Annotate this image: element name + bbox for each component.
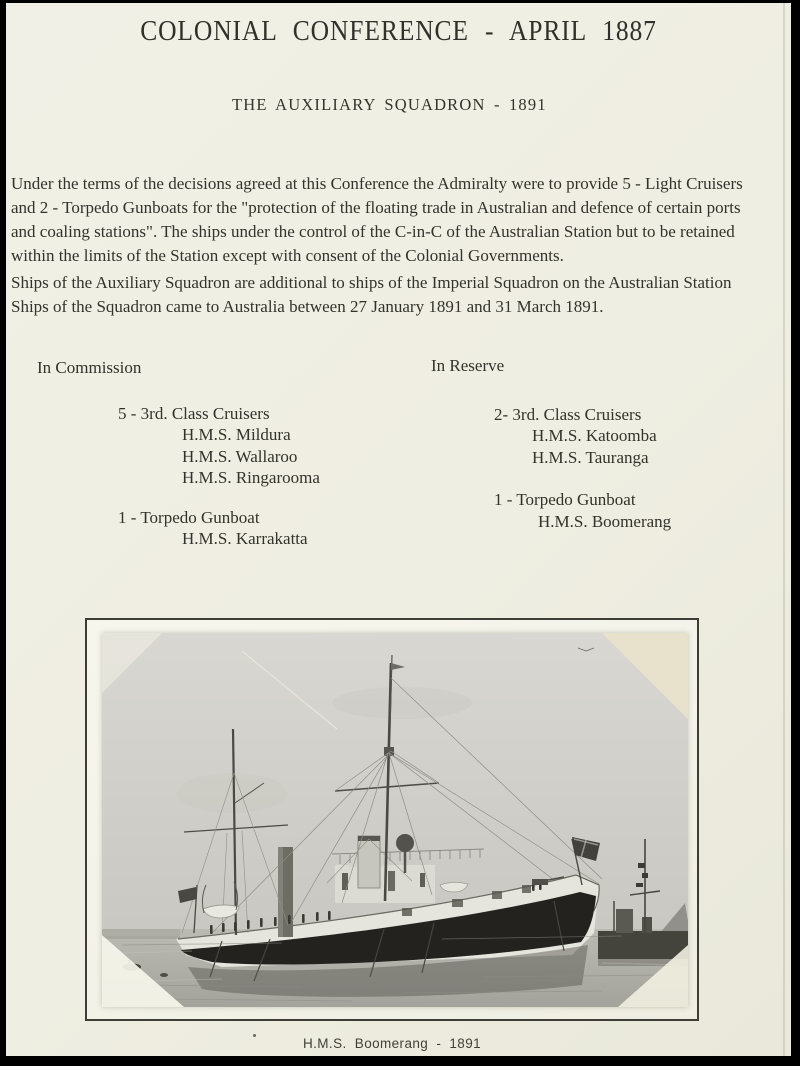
ship-list <box>182 528 320 550</box>
ship-list <box>182 424 320 489</box>
text-line: within the limits of the Station except with consent of the Colonial Governments. <box>11 246 564 265</box>
ship-name: H.M.S. Mildura <box>182 425 291 444</box>
group-title: 5 - 3rd. Class Cruisers <box>118 403 270 423</box>
in-reserve-list <box>431 355 671 532</box>
text-line: Ships of the Auxiliary Squadron are additional to ships of the Imperial Squadron on the Australian Station <box>11 273 732 292</box>
ship-name: H.M.S. Wallaroo <box>182 446 298 466</box>
album-page <box>6 3 791 1056</box>
in-commission-list <box>37 357 320 550</box>
group-title: 2- 3rd. Class Cruisers <box>494 404 642 424</box>
ship-name: H.M.S. Karrakatta <box>182 529 308 548</box>
group-title: 1 - Torpedo Gunboat <box>118 507 260 527</box>
ship-name: H.M.S. Boomerang <box>538 511 672 531</box>
ship-photo-illustration <box>102 633 688 1007</box>
ship-list <box>532 425 671 468</box>
ship-name: H.M.S. Katoomba <box>532 426 657 445</box>
ship-photo <box>102 633 688 1007</box>
text-line: and coaling stations". The ships under the control of the C-in-C of the Australian Station but to be retained <box>11 222 735 241</box>
ship-list <box>538 511 671 533</box>
list-heading-commission: In Commission <box>37 358 142 377</box>
group-title: 1 - Torpedo Gunboat <box>494 490 636 509</box>
text-line: Ships of the Squadron came to Australia between 27 January 1891 and 31 March 1891. <box>11 297 604 316</box>
text-line: and 2 - Torpedo Gunboats for the "protection of the floating trade in Australian and defence of certain ports <box>11 198 741 217</box>
page-subtitle: THE AUXILIARY SQUADRON - 1891 <box>232 95 547 114</box>
ship-name: H.M.S. Ringarooma <box>182 468 320 487</box>
page-title: COLONIAL CONFERENCE - APRIL 1887 <box>140 15 657 47</box>
scan-speck <box>253 1034 256 1037</box>
ship-name: H.M.S. Tauranga <box>532 447 649 467</box>
paragraph-squadron <box>11 271 732 319</box>
page-edge-crease <box>783 3 785 1056</box>
text-line: Under the terms of the decisions agreed at this Conference the Admiralty were to provide 5 - Light Cruisers <box>11 174 743 193</box>
paragraph-terms <box>11 172 743 268</box>
list-heading-reserve: In Reserve <box>431 356 505 375</box>
photo-caption: H.M.S. Boomerang - 1891 <box>302 1036 482 1051</box>
photo-frame <box>85 618 699 1021</box>
